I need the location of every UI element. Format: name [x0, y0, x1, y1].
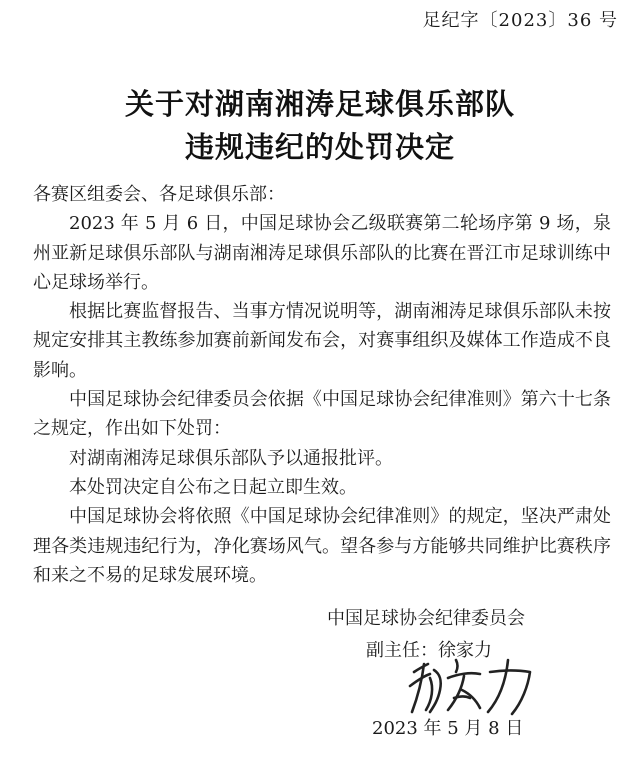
paragraph-match-info: 2023 年 5 月 6 日，中国足球协会乙级联赛第二轮场序第 9 场，泉州亚新足球俱乐部队与湖南湘涛足球俱乐部队的比赛在晋江市足球训练中心足球场举行。 [33, 213, 611, 293]
document-title-line-1: 关于对湖南湘涛足球俱乐部队 [124, 87, 515, 121]
paragraph-basis: 中国足球协会纪律委员会依据《中国足球协会纪律准则》第六十七条之规定，作出如下处罚： [33, 389, 611, 440]
paragraph-effective: 本处罚决定自公布之日起立即生效。 [69, 476, 357, 498]
signature-date: 2023 年 5 月 8 日 [372, 718, 524, 739]
signature-organization: 中国足球协会纪律委员会 [327, 608, 525, 629]
signature-role: 副主任：徐家力 [366, 640, 492, 661]
paragraph-closing: 中国足球协会将依照《中国足球协会纪律准则》的规定，坚决严肃处理各类违规违纪行为，净化赛场风气。望各参与方能够共同维护比赛秩序和来之不易的足球发展环境。 [33, 506, 611, 586]
document-body [33, 180, 611, 590]
document-title-line-2: 违规违纪的处罚决定 [184, 130, 455, 164]
paragraph-penalty: 对湖南湘涛足球俱乐部队予以通报批评。 [69, 447, 393, 469]
paragraph-violation: 根据比赛监督报告、当事方情况说明等，湖南湘涛足球俱乐部队未按规定安排其主教练参加赛前新闻发布会，对赛事组织及媒体工作造成不良影响。 [33, 301, 611, 381]
handwritten-signature [400, 650, 540, 720]
salutation: 各赛区组委会、各足球俱乐部： [33, 184, 285, 205]
document-number: 足纪字〔2023〕36 号 [422, 10, 618, 31]
